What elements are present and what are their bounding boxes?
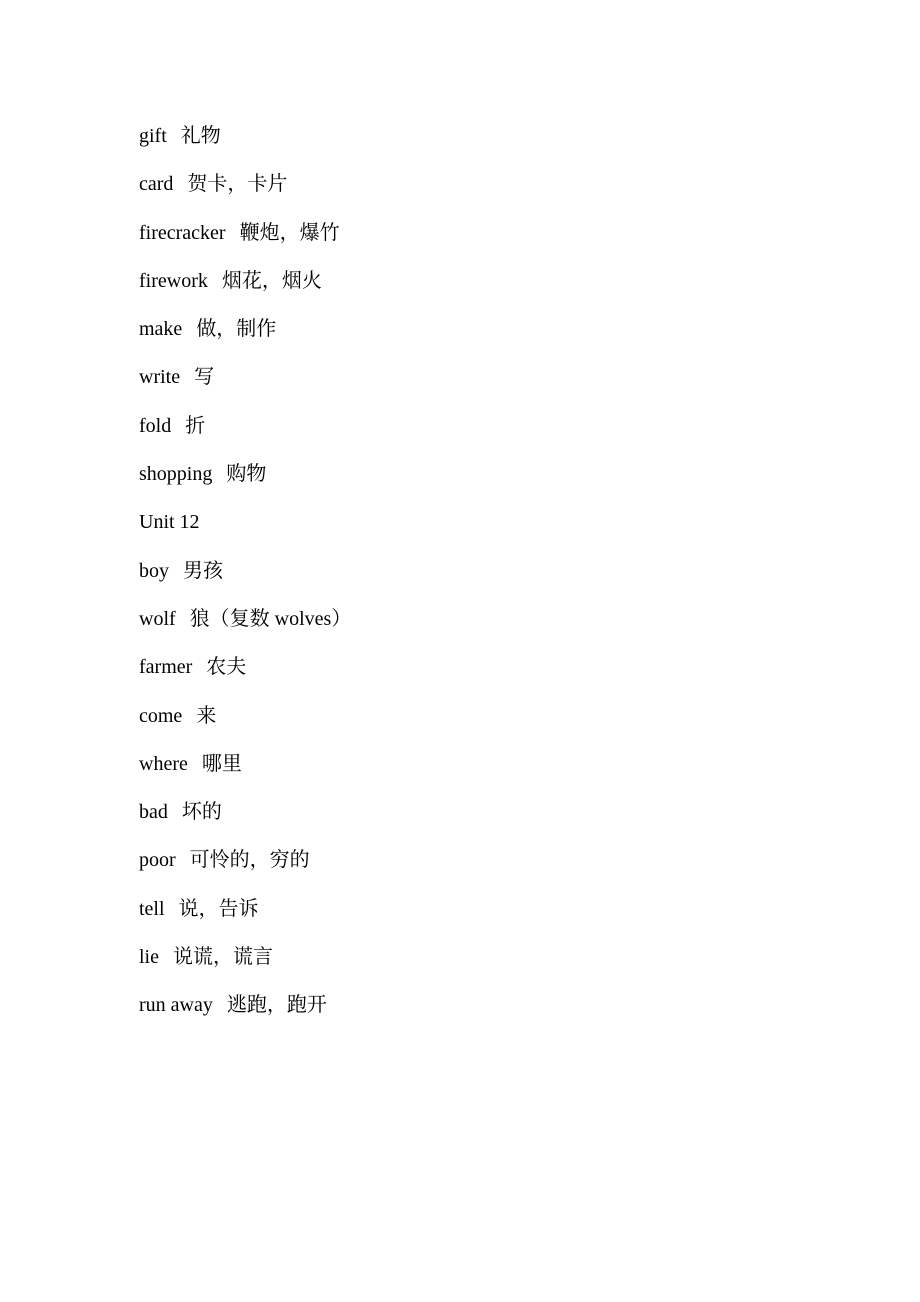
- vocab-meaning: 逃跑，跑开: [226, 994, 327, 1017]
- vocab-word: firecracker: [139, 221, 226, 244]
- vocab-entry: [139, 989, 351, 1037]
- vocab-entry: [139, 217, 351, 265]
- vocab-word: come: [139, 704, 183, 727]
- vocab-word: farmer: [139, 656, 193, 679]
- vocab-meaning: 农夫: [206, 656, 247, 679]
- vocab-meaning: 男孩: [183, 559, 223, 582]
- vocab-entry: [139, 893, 351, 941]
- vocab-meaning: 折: [185, 414, 206, 437]
- unit-heading: [139, 506, 351, 554]
- vocabulary-list: [139, 120, 351, 1038]
- vocab-entry: [139, 458, 351, 506]
- vocab-meaning: 写: [194, 366, 215, 389]
- vocab-word: where: [139, 752, 188, 775]
- vocab-word: boy: [139, 559, 169, 582]
- vocab-entry: [139, 168, 351, 216]
- vocab-word: gift: [139, 125, 167, 147]
- unit-title: Unit 12: [139, 511, 200, 534]
- vocab-word: run away: [139, 994, 213, 1017]
- vocab-entry: [139, 796, 351, 844]
- vocab-word: make: [139, 318, 183, 341]
- vocab-entry: [139, 700, 351, 748]
- vocab-meaning: 说谎，谎言: [173, 946, 273, 969]
- vocab-word: bad: [139, 801, 168, 824]
- vocab-meaning: 做，制作: [196, 318, 277, 341]
- vocab-entry: [139, 361, 351, 409]
- vocab-meaning: 购物: [226, 463, 267, 486]
- vocab-entry: [139, 844, 351, 892]
- vocab-entry: [139, 748, 351, 796]
- vocab-meaning: 坏的: [181, 801, 222, 824]
- vocab-word: card: [139, 173, 174, 196]
- vocab-word: fold: [139, 414, 172, 437]
- vocab-entry: [139, 651, 351, 699]
- vocab-word: poor: [139, 849, 176, 872]
- vocab-word: firework: [139, 269, 208, 292]
- vocab-meaning: 可怜的，穷的: [189, 849, 310, 872]
- vocab-meaning: 礼物: [180, 125, 221, 147]
- vocab-word: write: [139, 366, 181, 389]
- vocab-entry: [139, 120, 351, 168]
- vocab-entry: [139, 313, 351, 361]
- vocab-word: wolf: [139, 607, 176, 630]
- vocab-meaning: 烟花，烟火: [221, 269, 322, 292]
- vocab-entry: [139, 941, 351, 989]
- vocab-word: tell: [139, 897, 165, 920]
- vocab-meaning: 鞭炮，爆竹: [239, 221, 340, 244]
- vocab-meaning: 贺卡，卡片: [187, 173, 288, 196]
- vocab-entry: [139, 265, 351, 313]
- vocab-word: lie: [139, 946, 159, 969]
- vocab-meaning: 哪里: [201, 752, 242, 775]
- vocab-word: shopping: [139, 463, 213, 486]
- vocab-entry: [139, 555, 351, 603]
- vocab-entry: [139, 603, 351, 651]
- vocab-meaning: 狼（复数 wolves）: [189, 607, 352, 630]
- vocab-meaning: 来: [196, 704, 217, 727]
- vocab-entry: [139, 410, 351, 458]
- vocab-meaning: 说，告诉: [178, 897, 259, 920]
